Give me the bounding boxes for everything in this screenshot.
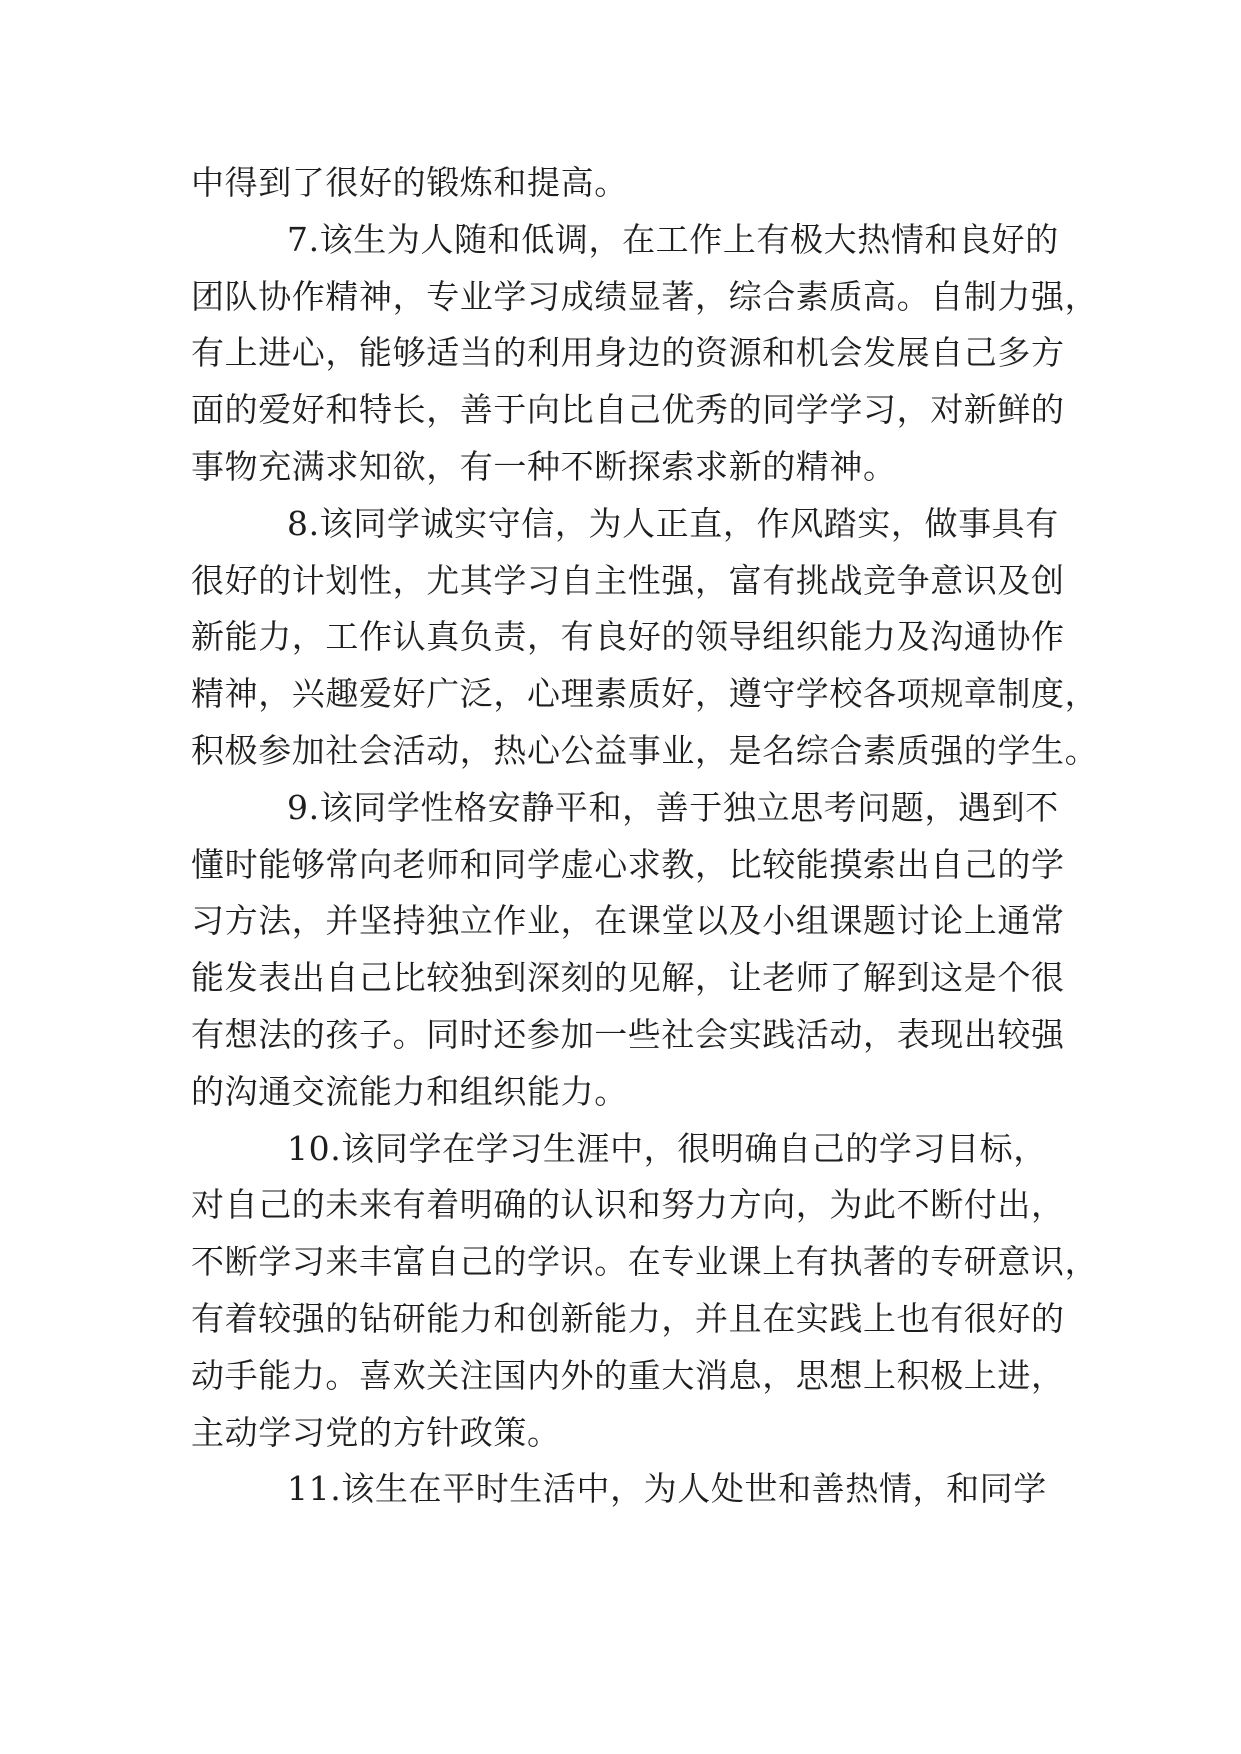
text-line: 动手能力。喜欢关注国内外的重大消息，思想上积极上进， (191, 1355, 1065, 1395)
text-line: 有着较强的钻研能力和创新能力，并且在实践上也有很好的 (191, 1298, 1065, 1338)
text-line: 习方法，并坚持独立作业，在课堂以及小组课题讨论上通常 (191, 901, 1065, 941)
text-line: 面的爱好和特长，善于向比自己优秀的同学学习，对新鲜的 (191, 390, 1065, 430)
text-line: 对自己的未来有着明确的认识和努力方向，为此不断付出， (191, 1185, 1065, 1225)
text-line: 团队协作精神，专业学习成绩显著，综合素质高。自制力强， (191, 276, 1099, 316)
text-line: 有上进心，能够适当的利用身边的资源和机会发展自己多方 (191, 333, 1065, 373)
text-line: 精神，兴趣爱好广泛，心理素质好，遵守学校各项规章制度， (191, 674, 1099, 714)
text-line: 的沟通交流能力和组织能力。 (191, 1071, 628, 1111)
text-line: 懂时能够常向老师和同学虚心求教，比较能摸索出自己的学 (191, 844, 1065, 884)
text-line: 积极参加社会活动，热心公益事业，是名综合素质强的学生。 (191, 730, 1099, 770)
text-line: 很好的计划性，尤其学习自主性强，富有挑战竞争意识及创 (191, 560, 1065, 600)
text-line: 中得到了很好的锻炼和提高。 (191, 163, 628, 202)
text-line: 有想法的孩子。同时还参加一些社会实践活动，表现出较强 (191, 1014, 1065, 1054)
paragraph-10-first-line: 10.该同学在学习生涯中，很明确自己的学习目标， (287, 1128, 1047, 1168)
text-line: 事物充满求知欲，有一种不断探索求新的精神。 (191, 446, 897, 486)
paragraph-8-first-line: 8.该同学诚实守信，为人正直，作风踏实，做事具有 (287, 503, 1059, 543)
text-line: 新能力，工作认真负责，有良好的领导组织能力及沟通协作 (191, 617, 1065, 657)
text-line: 主动学习党的方针政策。 (191, 1412, 561, 1452)
paragraph-7-first-line: 7.该生为人随和低调，在工作上有极大热情和良好的 (287, 219, 1059, 259)
paragraph-9-first-line: 9.该同学性格安静平和，善于独立思考问题，遇到不 (287, 787, 1059, 827)
text-line: 能发表出自己比较独到深刻的见解，让老师了解到这是个很 (191, 958, 1065, 998)
paragraph-11-first-line: 11.该生在平时生活中，为人处世和善热情，和同学 (287, 1469, 1047, 1509)
document-body (191, 155, 1099, 1518)
text-line: 不断学习来丰富自己的学识。在专业课上有执著的专研意识， (191, 1242, 1099, 1282)
